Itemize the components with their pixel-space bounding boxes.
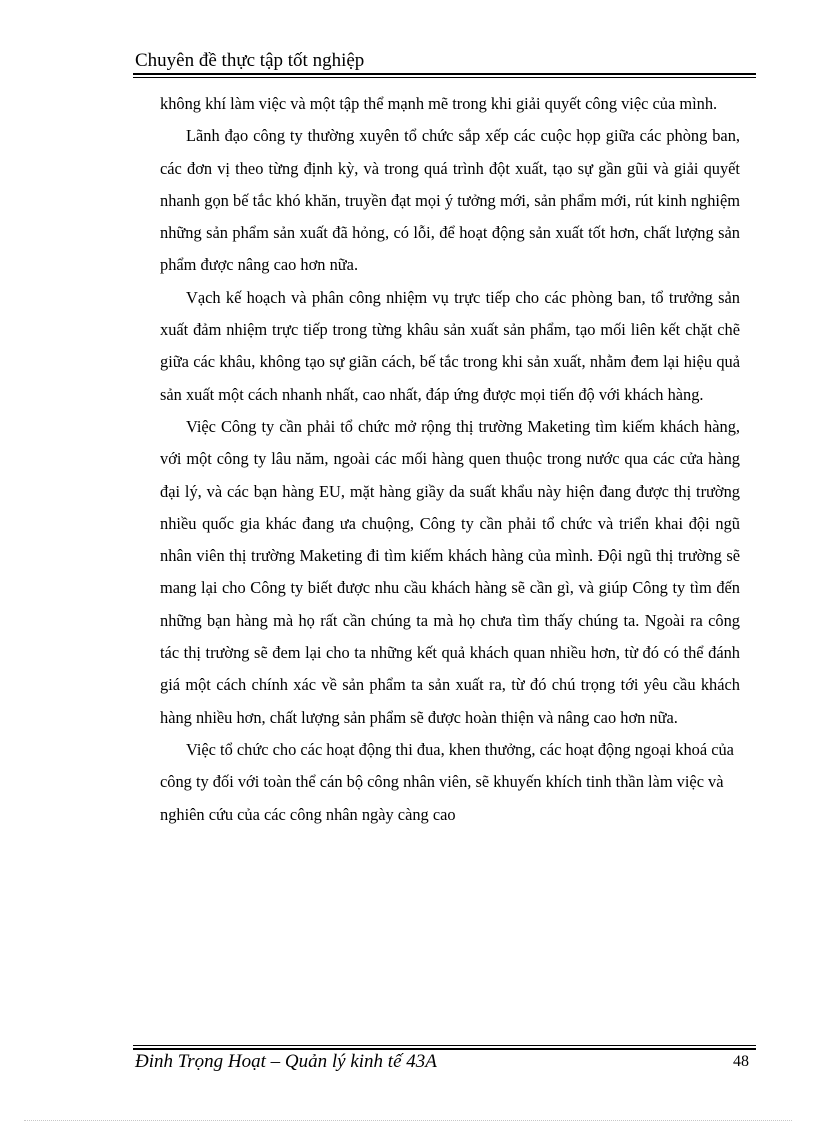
page-edge-divider bbox=[24, 1120, 792, 1121]
body-text bbox=[160, 88, 740, 831]
footer-rule-thin bbox=[133, 1045, 756, 1046]
page-number: 48 bbox=[733, 1053, 749, 1070]
footer-author: Đinh Trọng Hoạt – Quản lý kinh tế 43A bbox=[135, 1051, 437, 1072]
paragraph-1: không khí làm việc và một tập thể mạnh mẽ trong khi giải quyết công việc của mình. bbox=[160, 94, 718, 113]
header-rule-thin bbox=[133, 77, 756, 78]
paragraph-5: Việc tổ chức cho các hoạt động thi đua, khen thưởng, các hoạt động ngoại khoá của công ty đối với toàn thể cán bộ công nhân viên, sẽ khuyến khích tinh thần làm việc và nghiên cứu của các công nhân ngày càng cao bbox=[160, 739, 734, 824]
paragraph-4: Việc Công ty cần phải tổ chức mở rộng thị trường Maketing tìm kiếm khách hàng, với một công ty lâu năm, ngoài các mối hàng quen thuộc trong nước qua các cửa hàng đại lý, và các bạn hàng EU, mặt hàng giầy da suất khẩu này hiện đang được thị trường nhiều quốc gia khác đang ưa chuộng, Công ty cần phải tổ chức và triển khai đội ngũ nhân viên thị trường Maketing đi tìm kiếm khách hàng của mình. Đội ngũ thị trường sẽ mang lại cho Công ty biết được nhu cầu khách hàng sẽ cần gì, và giúp Công ty tìm đến những bạn hàng mà họ rất cần chúng ta mà họ chưa tìm thấy chúng ta. Ngoài ra công tác thị trường sẽ đem lại cho ta những kết quả khách quan nhiều hơn, từ đó có thể đánh giá một cách chính xác về sản phẩm ta sản xuất ra, từ đó chú trọng tới yêu cầu khách hàng nhiều hơn, chất lượng sản phẩm sẽ được hoàn thiện và nâng cao hơn nữa. bbox=[160, 416, 740, 727]
paragraph-2: Lãnh đạo công ty thường xuyên tổ chức sắp xếp các cuộc họp giữa các phòng ban, các đơn vị theo từng định kỳ, và trong quá trình đột xuất, tạo sự gần gũi và giải quyết nhanh gọn bế tắc khó khăn, truyền đạt mọi ý tưởng mới, sản phẩm mới, rút kinh nghiệm những sản phẩm sản xuất đã hỏng, có lỗi, để hoạt động sản xuất tốt hơn, chất lượng sản phẩm được nâng cao hơn nữa. bbox=[160, 126, 740, 275]
footer-rule-thick bbox=[133, 1048, 756, 1050]
header-rule-thick bbox=[133, 73, 756, 75]
header-title: Chuyên đề thực tập tốt nghiệp bbox=[135, 50, 365, 71]
paragraph-3: Vạch kế hoạch và phân công nhiệm vụ trực tiếp cho các phòng ban, tổ trưởng sản xuất đảm nhiệm trực tiếp trong từng khâu sản xuất sản phẩm, tạo mối liên kết chặt chẽ giữa các khâu, không tạo sự giãn cách, bế tắc trong khi sản xuất, nhằm đem lại hiệu quả sản xuất một cách nhanh nhất, cao nhất, đáp ứng được mọi tiến độ với khách hàng. bbox=[160, 287, 740, 404]
